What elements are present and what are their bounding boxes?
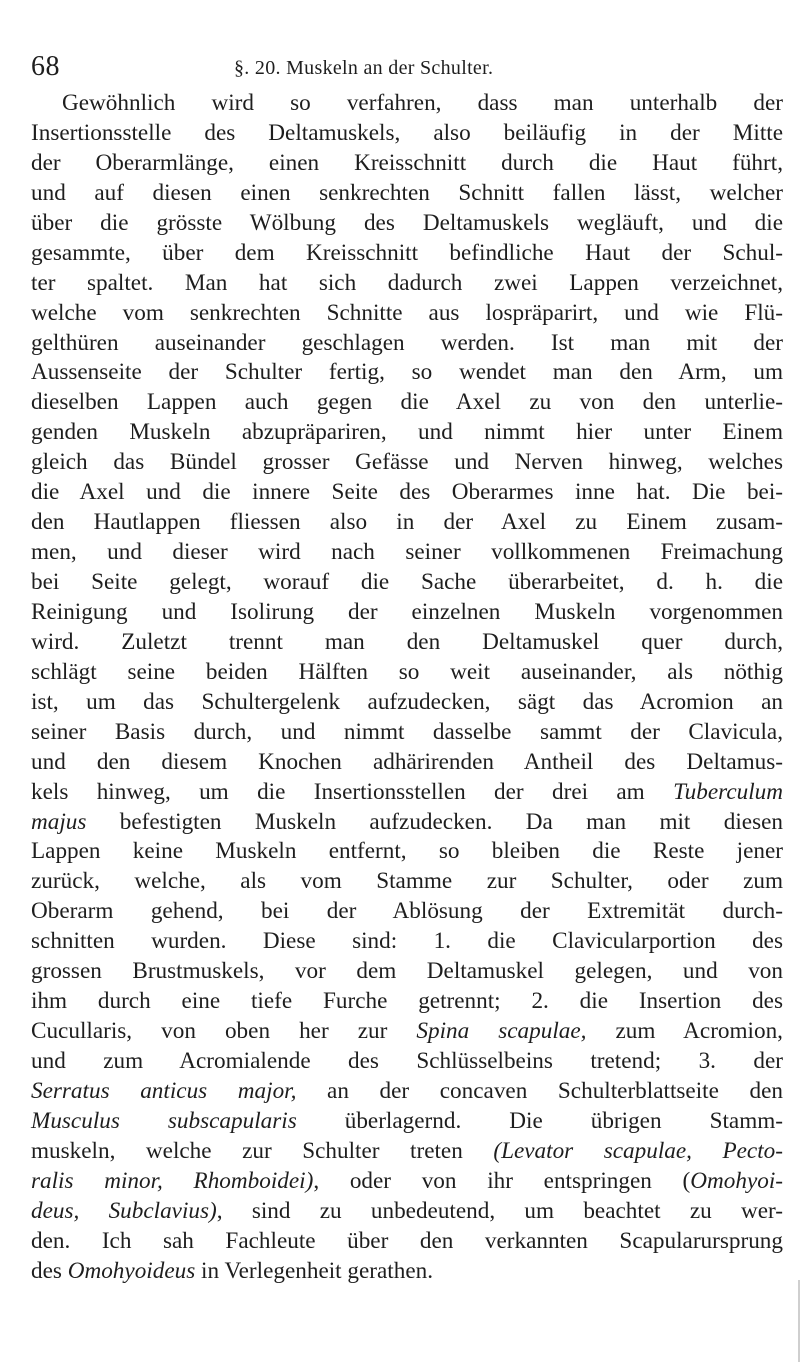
text-run: in Verlegenheit gerathen.	[195, 1257, 434, 1284]
text-run: schlägt seine beiden Hälften so weit auseinander, als nöthig	[31, 658, 783, 685]
text-line	[31, 1017, 783, 1047]
text-run: und zum Acromialende des Schlüsselbeins tretend; 3. der	[31, 1048, 783, 1074]
text-line	[31, 568, 783, 598]
text-line	[31, 149, 783, 179]
italic-term: deus, Subclavius)	[31, 1197, 217, 1224]
text-line	[31, 927, 783, 957]
text-run: bei Seite gelegt, worauf die Sache überarbeitet, d. h. die	[31, 569, 783, 595]
text-run: den Hautlappen fliessen also in der Axel zu Einem zusam-	[31, 509, 783, 536]
text-run: muskeln, welche zur Schulter treten	[31, 1137, 494, 1164]
text-line	[31, 1137, 783, 1167]
text-run: und den diesem Knochen adhärirenden Antheil des Deltamus-	[31, 748, 783, 775]
text-run: und auf diesen einen senkrechten Schnitt fallen lässt, welcher	[31, 179, 783, 206]
text-run: der Oberarmlänge, einen Kreisschnitt durch die Haut führt,	[31, 149, 783, 176]
text-line	[31, 688, 783, 718]
body-paragraph	[31, 89, 783, 1287]
text-run: seiner Basis durch, und nimmt dasselbe sammt der Clavicula,	[31, 718, 783, 745]
page-number: 68	[31, 51, 60, 82]
text-run: an der concaven Schulterblattseite den	[296, 1077, 783, 1104]
italic-term: ralis minor, Rhomboidei)	[31, 1167, 314, 1194]
text-run: genden Muskeln abzupräpariren, und nimmt hier unter Einem	[31, 419, 783, 446]
text-run: Oberarm gehend, bei der Ablösung der Extremität durch-	[31, 898, 783, 925]
text-run: zurück, welche, als vom Stamme zur Schulter, oder zum	[31, 868, 783, 895]
text-line	[31, 299, 783, 329]
text-run: welche vom senkrechten Schnitte aus lospräparirt, und wie Flü-	[31, 299, 783, 326]
text-line	[31, 269, 783, 299]
text-run: , oder von ihr entspringen (	[313, 1167, 691, 1194]
text-line	[31, 1077, 783, 1107]
italic-term: majus	[31, 808, 87, 835]
text-run: die Axel und die innere Seite des Oberarmes inne hat. Die bei-	[31, 479, 783, 506]
text-line	[31, 119, 783, 149]
text-line	[31, 1227, 783, 1257]
text-run: ihm durch eine tiefe Furche getrennt; 2. die Insertion des	[31, 988, 783, 1015]
text-run: ter spaltet. Man hat sich dadurch zwei Lappen verzeichnet,	[31, 269, 783, 296]
text-line	[31, 1257, 783, 1287]
text-run: schnitten wurden. Diese sind: 1. die Clavicularportion des	[31, 928, 783, 955]
text-line	[31, 867, 783, 897]
text-run: den. Ich sah Fachleute über den verkannten Scapularursprung	[31, 1227, 783, 1254]
text-line	[31, 239, 783, 269]
text-run: Cucullaris, von oben her zur	[31, 1018, 417, 1045]
text-line	[31, 808, 783, 838]
running-head: §. 20. Muskeln an der Schulter.	[234, 57, 494, 79]
text-run: des	[31, 1257, 68, 1284]
text-run: Gewöhnlich wird so verfahren, dass man unterhalb der	[62, 90, 783, 116]
text-line	[31, 1107, 783, 1137]
text-run: ist, um das Schultergelenk aufzudecken, sägt das Acromion an	[31, 688, 783, 715]
text-line	[31, 897, 783, 927]
text-line	[31, 478, 783, 508]
text-line	[31, 957, 783, 987]
text-run: Aussenseite der Schulter fertig, so wendet man den Arm, um	[31, 359, 783, 386]
text-run: überlagernd. Die übrigen Stamm-	[296, 1107, 783, 1134]
text-run: , sind zu unbedeutend, um beachtet zu wer-	[216, 1197, 783, 1224]
text-run: Insertionsstelle des Deltamuskels, also beiläufig in der Mitte	[31, 119, 783, 146]
text-line	[31, 418, 783, 448]
text-run: kels hinweg, um die Insertionsstellen der drei am	[31, 778, 674, 805]
italic-term: (Levator scapulae, Pecto-	[493, 1137, 783, 1164]
text-line	[31, 209, 783, 239]
text-line	[31, 658, 783, 688]
text-run: dieselben Lappen auch gegen die Axel zu von den unterlie-	[31, 389, 783, 416]
text-line	[31, 1197, 783, 1227]
text-line	[31, 388, 783, 418]
text-run: wird. Zuletzt trennt man den Deltamuskel quer durch,	[31, 628, 783, 655]
text-line	[31, 508, 783, 538]
text-run: befestigten Muskeln aufzudecken. Da man mit diesen	[86, 808, 783, 835]
text-line	[31, 598, 783, 628]
text-line	[31, 628, 783, 658]
text-line	[31, 1167, 783, 1197]
italic-term: Spina scapulae,	[416, 1018, 587, 1045]
text-run: gelthüren auseinander geschlagen werden. Ist man mit der	[31, 329, 783, 356]
italic-term: Omohyoi-	[690, 1167, 783, 1194]
italic-term: Tuberculum	[673, 778, 783, 805]
text-line	[31, 748, 783, 778]
text-line	[31, 837, 783, 867]
text-line	[31, 358, 783, 388]
page-header	[31, 52, 771, 82]
text-line	[31, 329, 783, 359]
text-run: Lappen keine Muskeln entfernt, so bleiben die Reste jener	[31, 838, 783, 865]
text-line	[31, 448, 783, 478]
text-run: gesammte, über dem Kreisschnitt befindliche Haut der Schul-	[31, 239, 783, 266]
text-run: zum Acromion,	[586, 1018, 783, 1045]
text-line	[31, 778, 783, 808]
text-run: grossen Brustmuskels, vor dem Deltamuskel gelegen, und von	[31, 958, 783, 985]
text-line	[31, 718, 783, 748]
text-line	[31, 987, 783, 1017]
italic-term: Serratus anticus major,	[31, 1077, 297, 1104]
italic-term: Musculus subscapularis	[31, 1107, 297, 1134]
text-run: gleich das Bündel grosser Gefässe und Nerven hinweg, welches	[31, 449, 783, 476]
text-line	[31, 89, 783, 119]
text-line	[31, 1047, 783, 1077]
text-run: Reinigung und Isolirung der einzelnen Muskeln vorgenommen	[31, 598, 783, 625]
text-run: über die grösste Wölbung des Deltamuskels wegläuft, und die	[31, 209, 783, 236]
text-line	[31, 538, 783, 568]
text-line	[31, 179, 783, 209]
italic-term: Omohyoideus	[67, 1257, 196, 1284]
text-run: men, und dieser wird nach seiner vollkommenen Freimachung	[31, 539, 783, 566]
